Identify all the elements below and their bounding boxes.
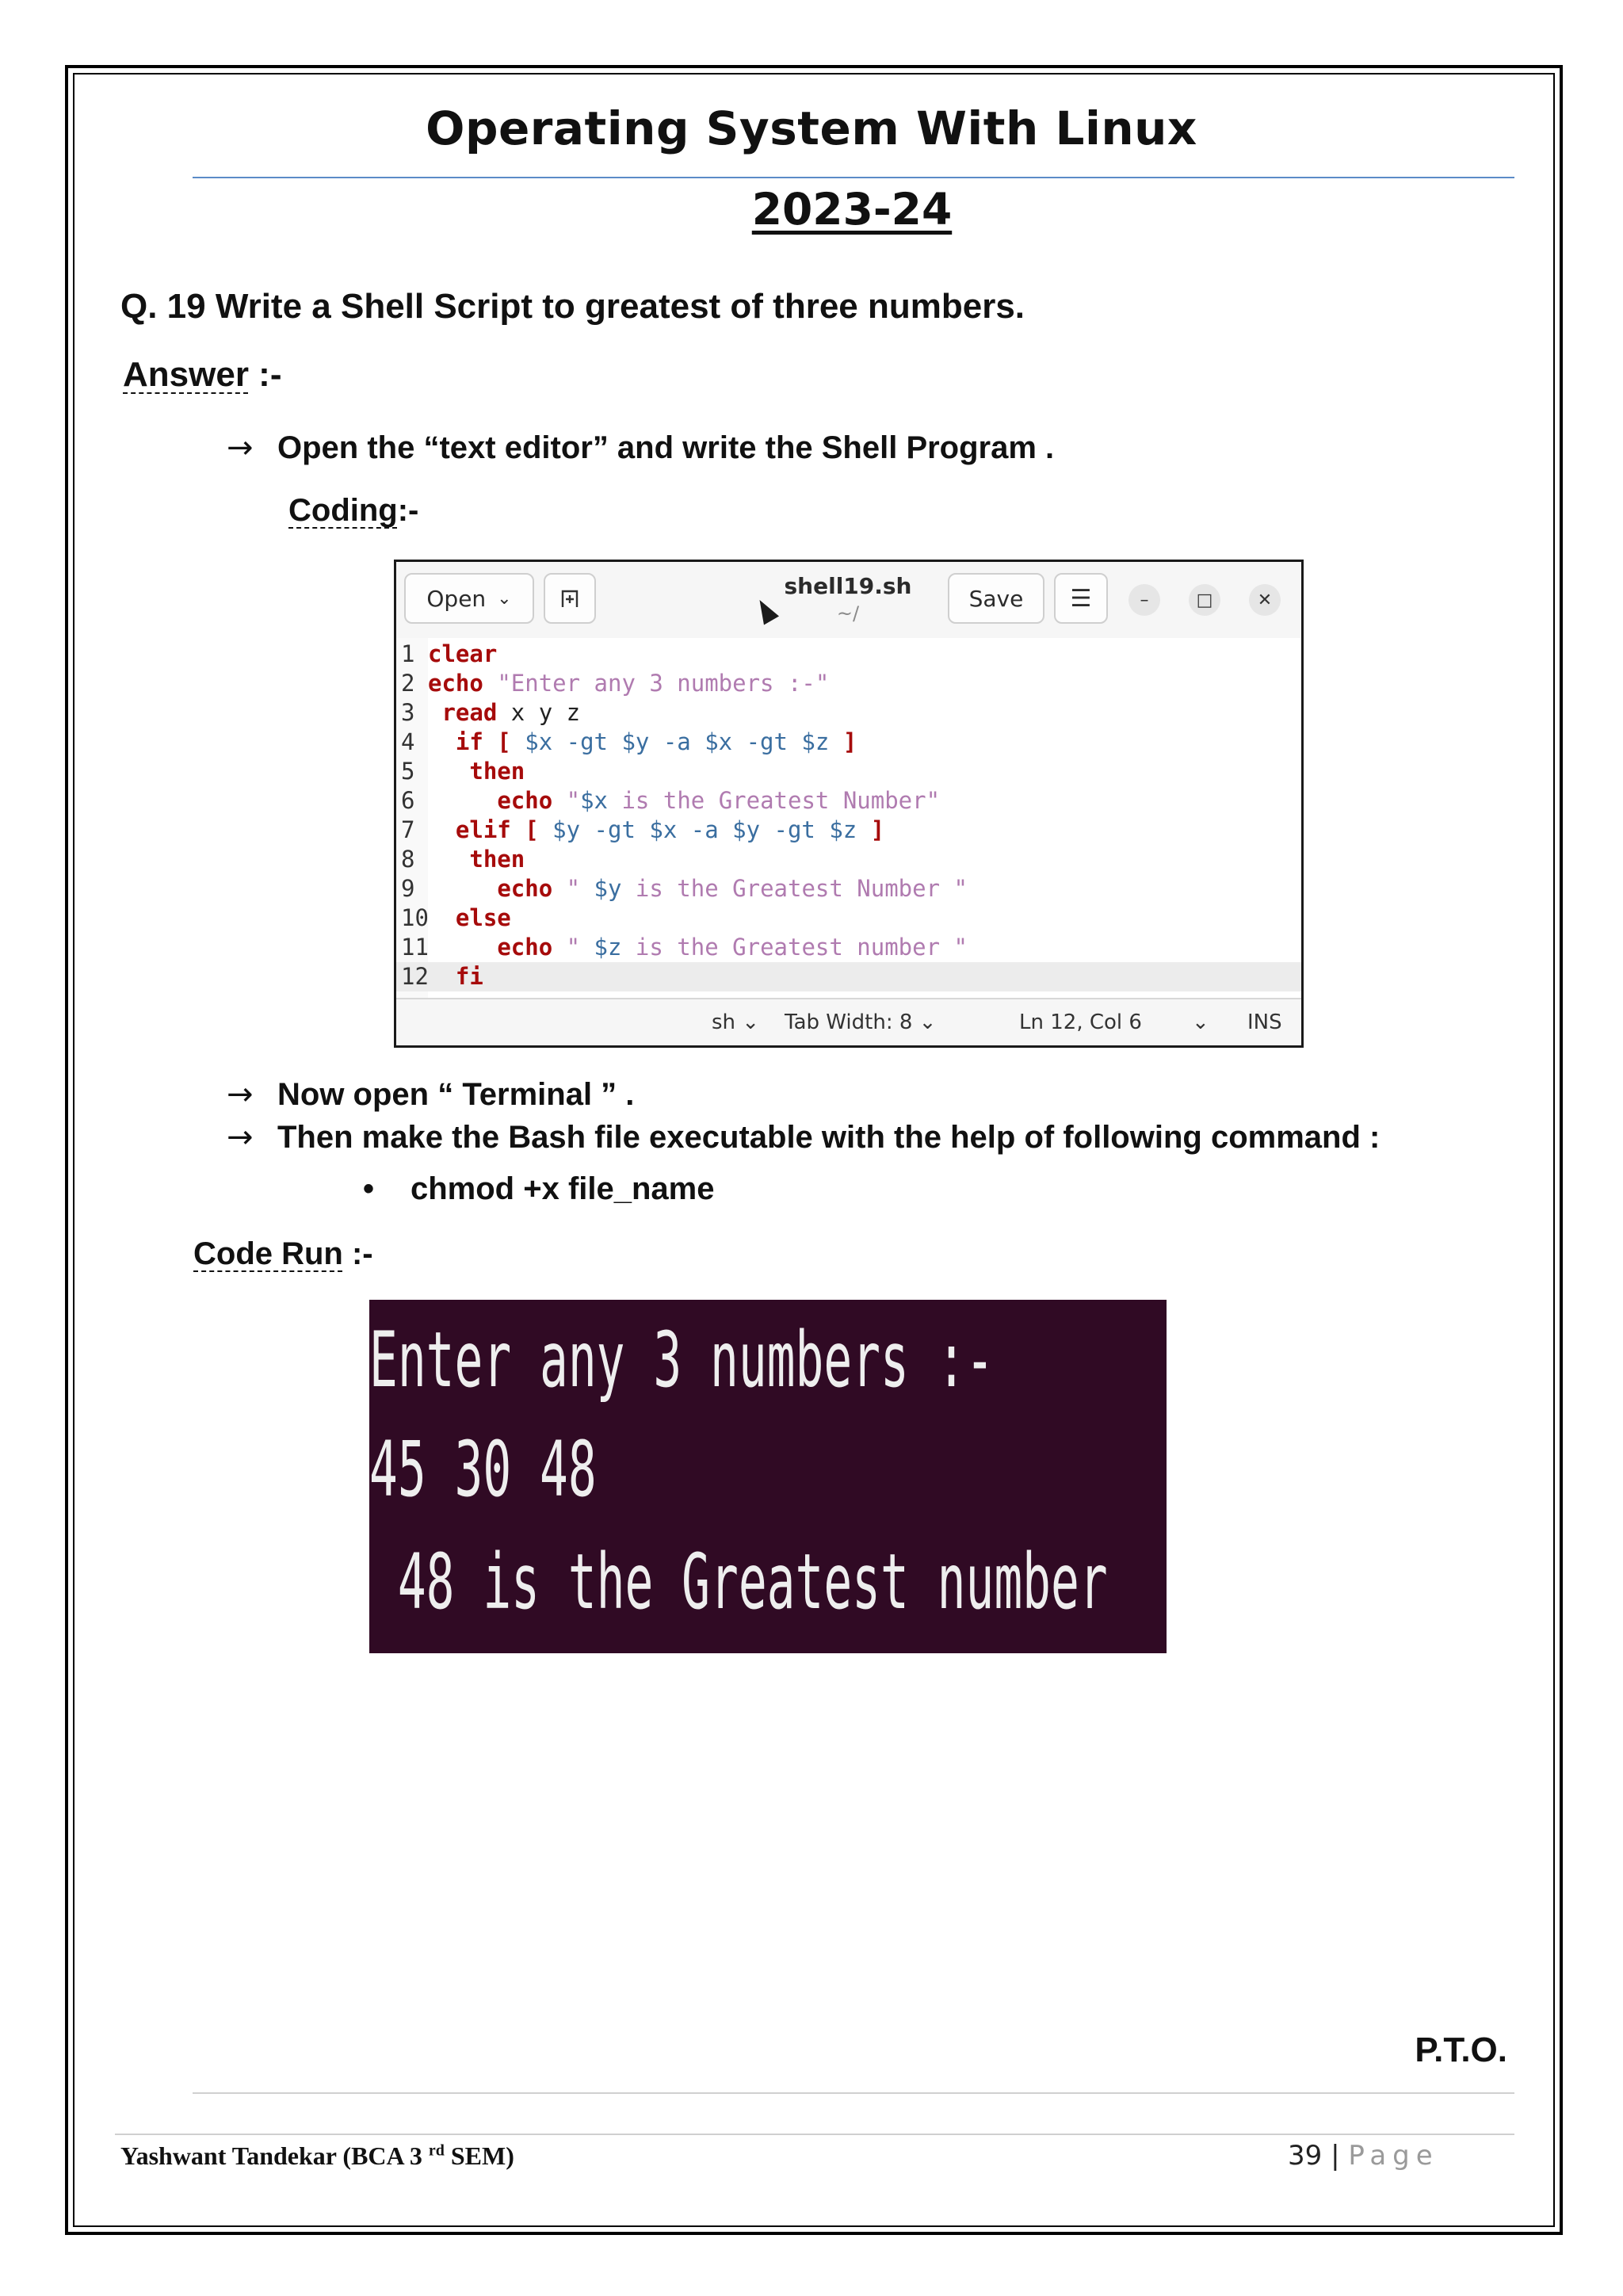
code-line [396, 757, 1301, 786]
code-run-label: Code Run [193, 1236, 343, 1271]
code-token [428, 728, 456, 755]
code-token: " [566, 875, 594, 902]
code-token [511, 728, 525, 755]
answer-label: Answer [123, 355, 249, 394]
language-selector[interactable]: sh ⌄ [712, 1010, 760, 1034]
cursor-position[interactable]: Ln 12, Col 6 [1019, 1010, 1142, 1034]
line-number: 11 [401, 934, 429, 961]
code-token: is the Greatest number " [621, 934, 968, 961]
terminal-line: 45 30 48 [369, 1425, 597, 1514]
line-number: 5 [401, 758, 415, 785]
code-token: else [455, 904, 511, 931]
code-token: " [566, 787, 581, 814]
code-token [829, 728, 842, 755]
step-make-executable [227, 1119, 1380, 1156]
arrow-icon: → [227, 1119, 254, 1156]
code-token: $x [580, 787, 609, 814]
line-number: 3 [401, 699, 415, 726]
code-token [428, 846, 469, 873]
answer-suffix: :- [248, 355, 282, 394]
step-open-editor [227, 430, 1054, 466]
code-run-heading [193, 1236, 373, 1272]
code-run-suffix: :- [342, 1236, 373, 1271]
insert-mode[interactable]: INS [1247, 1010, 1282, 1034]
bullet-icon: • [363, 1171, 375, 1206]
step-open-editor-text: Open the “text editor” and write the Shell Program . [277, 430, 1055, 465]
maximize-icon[interactable]: □ [1189, 584, 1220, 616]
line-number: 8 [401, 846, 415, 873]
code-token: "Enter any 3 numbers :-" [497, 670, 830, 697]
text-editor-window [394, 560, 1304, 1048]
code-token [428, 963, 456, 990]
editor-header-bar [396, 562, 1301, 640]
code-token: echo [497, 934, 553, 961]
code-token: ] [842, 728, 857, 755]
code-token: is the Greatest Number" [608, 787, 941, 814]
minimize-icon[interactable]: – [1128, 584, 1160, 616]
line-number: 9 [401, 875, 415, 902]
line-number: 6 [401, 787, 415, 814]
coding-heading [288, 493, 418, 529]
code-line [396, 640, 1301, 669]
code-token: then [469, 846, 525, 873]
line-number: 10 [401, 904, 429, 931]
footer-author: Yashwant Tandekar (BCA 3 $^{rd}$ SEM) [120, 2141, 514, 2170]
code-line [396, 904, 1301, 933]
editor-title [769, 573, 927, 625]
code-token: fi [455, 963, 483, 990]
code-editor-area[interactable] [396, 638, 1301, 1001]
code-token [428, 816, 456, 843]
code-token [428, 875, 497, 902]
line-number: 1 [401, 640, 415, 667]
code-token [539, 816, 552, 843]
step-open-terminal-text: Now open “ Terminal ” . [277, 1077, 635, 1112]
line-number: 12 [401, 963, 429, 990]
code-token [552, 875, 566, 902]
code-token [428, 787, 497, 814]
new-tab-button[interactable] [544, 573, 596, 624]
footer-divider [193, 2092, 1514, 2094]
code-token: is the Greatest Number " [621, 875, 968, 902]
code-token: echo [497, 875, 553, 902]
code-token: x y z [497, 699, 581, 726]
code-token: if [ [455, 728, 511, 755]
code-token [428, 904, 456, 931]
coding-label: Coding [288, 493, 398, 528]
code-token: read [441, 699, 498, 726]
code-line [396, 698, 1301, 728]
terminal-line: Enter any 3 numbers :- [369, 1316, 995, 1404]
arrow-icon: → [227, 1076, 254, 1113]
file-path: ~/ [836, 602, 860, 625]
code-token [428, 699, 441, 726]
close-icon[interactable]: ✕ [1249, 584, 1281, 616]
editor-status-bar [396, 998, 1301, 1045]
save-button[interactable]: Save [948, 573, 1044, 624]
code-token [857, 816, 870, 843]
answer-heading [123, 355, 281, 395]
open-button[interactable] [404, 573, 534, 624]
code-token [428, 934, 497, 961]
code-line [396, 728, 1301, 757]
new-document-icon [558, 586, 582, 610]
footer-divider [115, 2134, 1514, 2135]
code-token [552, 787, 566, 814]
code-line [396, 933, 1301, 962]
code-token: $y [594, 875, 622, 902]
page-header-title: Operating System With Linux [426, 101, 1197, 155]
step-make-executable-text: Then make the Bash file executable with the help of following command : [277, 1120, 1381, 1155]
code-token: echo [497, 787, 553, 814]
terminal-line: 48 is the Greatest number [369, 1538, 1108, 1626]
step-open-terminal [227, 1076, 634, 1113]
chevron-down-icon[interactable]: ⌄ [1192, 1010, 1209, 1034]
code-token: $z [594, 934, 622, 961]
code-token: then [469, 758, 525, 785]
code-token: elif [ [455, 816, 539, 843]
header-divider [193, 177, 1514, 178]
code-line [396, 786, 1301, 816]
code-token [552, 934, 566, 961]
hamburger-icon[interactable]: ☰ [1054, 573, 1108, 624]
code-line [396, 669, 1301, 698]
line-number: 7 [401, 816, 415, 843]
file-name: shell19.sh [784, 573, 912, 599]
line-number: 4 [401, 728, 415, 755]
page-word: Page [1348, 2140, 1439, 2172]
chmod-command [363, 1171, 714, 1207]
code-line [396, 874, 1301, 904]
coding-suffix: :- [397, 493, 419, 528]
chevron-down-icon: ⌄ [497, 588, 512, 609]
code-token: $y -gt $x -a $y -gt $z [552, 816, 857, 843]
code-line [396, 816, 1301, 845]
pto-label: P.T.O. [1415, 2030, 1507, 2069]
terminal-output [369, 1300, 1167, 1653]
footer-page-number: 39 | Page [1288, 2140, 1439, 2172]
code-token: clear [428, 640, 498, 667]
line-number: 2 [401, 670, 415, 697]
code-token: ] [870, 816, 885, 843]
code-token [428, 758, 469, 785]
code-token: $x -gt $y -a $x -gt $z [525, 728, 830, 755]
code-line [396, 845, 1301, 874]
code-token: " [566, 934, 594, 961]
page-header-year: 2023-24 [751, 184, 953, 235]
code-token [483, 670, 497, 697]
tab-width-selector[interactable]: Tab Width: 8 ⌄ [785, 1010, 937, 1034]
chmod-command-text: chmod +x file_name [411, 1171, 715, 1206]
page-number: 39 [1288, 2140, 1323, 2172]
question-text: Q. 19 Write a Shell Script to greatest of three numbers. [120, 287, 1025, 326]
arrow-icon: → [227, 430, 254, 466]
code-token: echo [428, 670, 483, 697]
open-button-label: Open [426, 585, 487, 612]
code-line [396, 962, 1301, 991]
